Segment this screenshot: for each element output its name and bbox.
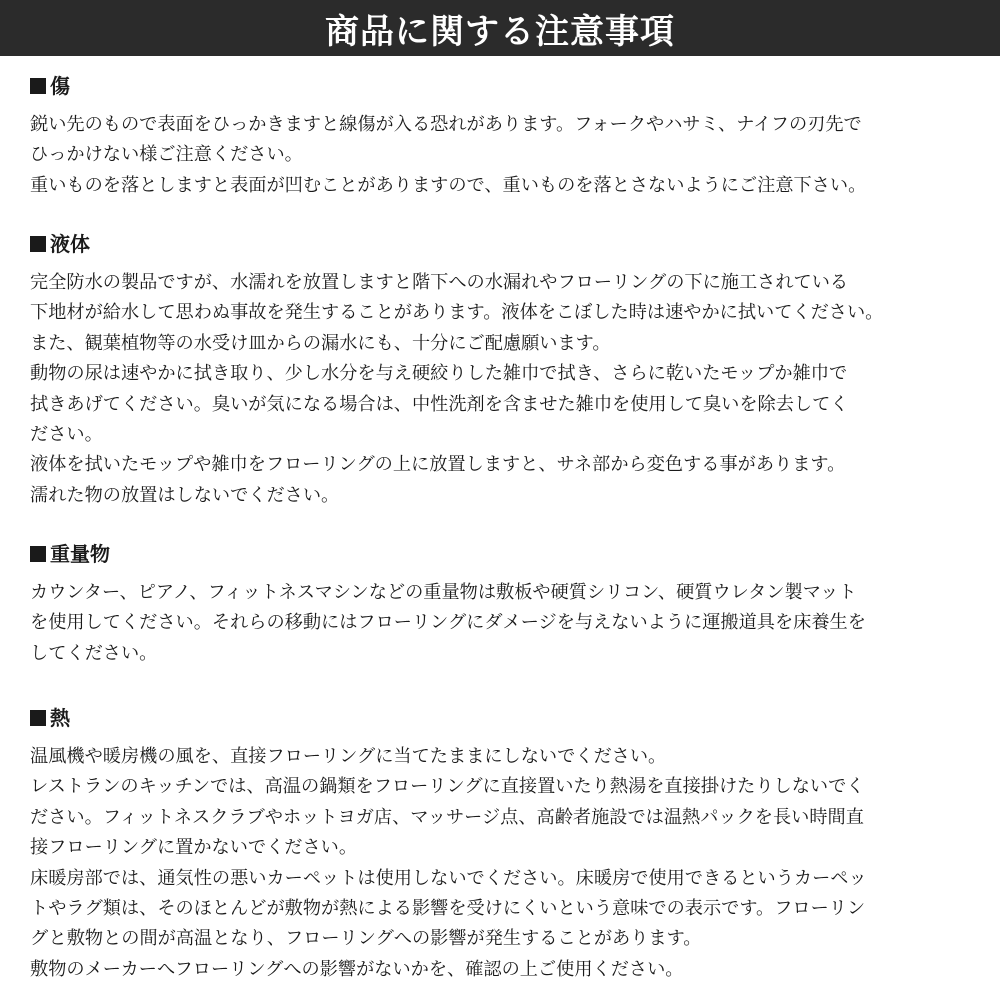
section-title-text: 重量物	[50, 542, 110, 566]
body-line: 温風機や暖房機の風を、直接フローリングに当てたままにしないでください。	[30, 746, 667, 767]
body-line: レストランのキッチンでは、高温の鍋類をフローリングに直接置いたり熱湯を直接掛けたりしないでく	[30, 776, 865, 798]
body-line: してください。	[30, 642, 158, 664]
section-heading	[30, 230, 980, 258]
body-line: 接フローリングに置かないでください。	[30, 837, 358, 859]
body-line: 重いものを落としますと表面が凹むことがありますので、重いものを落とさないようにご注意下さい。	[30, 174, 867, 196]
body-line: 鋭い先のもので表面をひっかきますと線傷が入る恐れがあります。フォークやハサミ、ナイフの刃先で	[30, 114, 862, 135]
section-heading	[30, 704, 980, 732]
body-line: 敷物のメーカーへフローリングへの影響がないかを、確認の上ご使用ください。	[30, 958, 684, 980]
section-title-text: 熱	[50, 706, 70, 730]
page-header	[0, 0, 1000, 56]
square-bullet-icon	[30, 546, 46, 562]
page-title: 商品に関する注意事項	[325, 11, 675, 52]
body-line: を使用してください。それらの移動にはフローリングにダメージを与えないように運搬道具を床養生を	[30, 612, 866, 634]
section-scratch	[30, 72, 980, 201]
body-line: 濡れた物の放置はしないでください。	[30, 484, 340, 506]
body-line: カウンター、ピアノ、フィットネスマシンなどの重量物は敷板や硬質シリコン、硬質ウレタン製マット	[30, 582, 857, 603]
section-body	[30, 742, 980, 985]
body-line: グと敷物との間が高温となり、フローリングへの影響が発生することがあります。	[30, 928, 702, 950]
section-liquid	[30, 230, 980, 511]
section-heading	[30, 540, 980, 568]
body-line: ひっかけない様ご注意ください。	[30, 144, 303, 166]
section-heavy	[30, 540, 980, 669]
body-line: ださい。フィットネスクラブやホットヨガ店、マッサージ点、高齢者施設では温熱パックを長い時間直	[30, 806, 864, 828]
body-line: 床暖房部では、通気性の悪いカーペットは使用しないでください。床暖房で使用できるというカーペッ	[30, 867, 867, 889]
section-body	[30, 268, 980, 511]
body-line: また、観葉植物等の水受け皿からの漏水にも、十分にご配慮願います。	[30, 332, 611, 354]
body-line: 液体を拭いたモップや雑巾をフローリングの上に放置しますと、サネ部から変色する事があります。	[30, 454, 846, 476]
body-line: 動物の尿は速やかに拭き取り、少し水分を与え硬絞りした雑巾で拭き、さらに乾いたモップか雑巾で	[30, 363, 848, 385]
section-heat	[30, 704, 980, 985]
square-bullet-icon	[30, 236, 46, 252]
body-line: ださい。	[30, 424, 103, 446]
section-title-text: 傷	[50, 74, 70, 98]
body-line: 完全防水の製品ですが、水濡れを放置しますと階下への水漏れやフローリングの下に施工されている	[30, 272, 849, 293]
section-body	[30, 110, 980, 201]
body-line: 下地材が給水して思わぬ事故を発生することがあります。液体をこぼした時は速やかに拭いてください。	[30, 302, 884, 324]
body-line: トやラグ類は、そのほとんどが敷物が熱による影響を受けにくいという意味での表示です。フローリン	[30, 898, 866, 920]
body-line: 拭きあげてください。臭いが気になる場合は、中性洗剤を含ませた雑巾を使用して臭いを除去してく	[30, 393, 849, 415]
square-bullet-icon	[30, 78, 46, 94]
section-body	[30, 578, 980, 669]
square-bullet-icon	[30, 710, 46, 726]
section-title-text: 液体	[50, 232, 90, 256]
section-heading	[30, 72, 980, 100]
